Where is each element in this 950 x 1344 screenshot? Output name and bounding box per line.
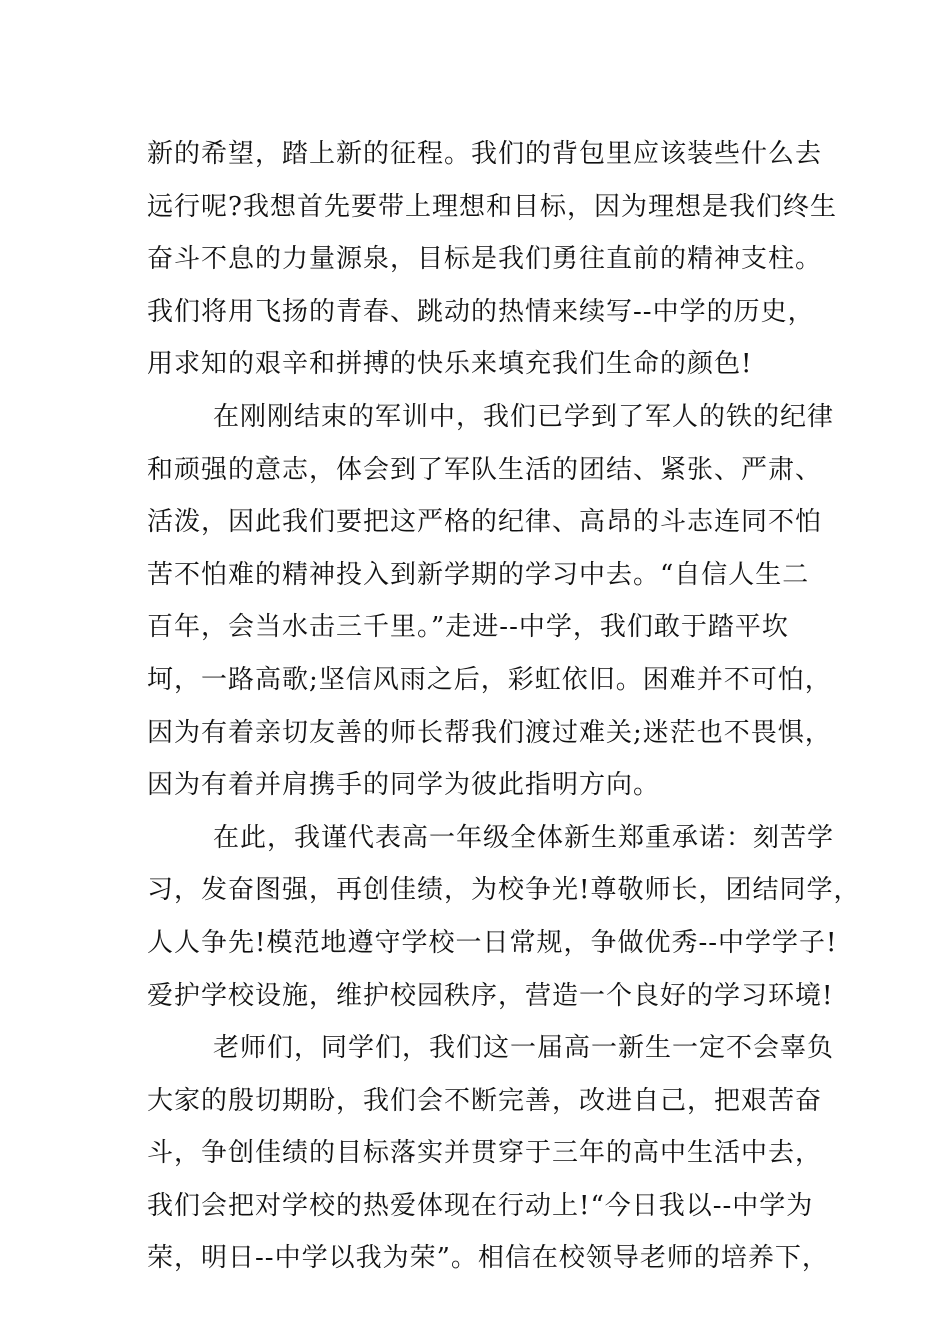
text-line-3: 奋斗不息的力量源泉，目标是我们勇往直前的精神支柱。 [147, 244, 823, 275]
text-line-11: 坷，一路高歌;坚信风雨之后，彩虹依旧。困难并不可怕， [147, 664, 832, 695]
text-line-8: 活泼，因此我们要把这严格的纪律、高昂的斗志连同不怕 [147, 507, 823, 538]
text-line-18: 老师们，同学们，我们这一届高一新生一定不会辜负 [213, 1033, 835, 1064]
text-line-5: 用求知的艰辛和拼搏的快乐来填充我们生命的颜色! [147, 349, 753, 380]
text-line-21: 我们会把对学校的热爱体现在行动上!“今日我以--中学为 [147, 1190, 814, 1221]
text-line-14: 在此，我谨代表高一年级全体新生郑重承诺：刻苦学 [213, 822, 835, 853]
text-line-4: 我们将用飞扬的青春、跳动的热情来续写--中学的历史， [147, 296, 815, 327]
text-line-2: 远行呢?我想首先要带上理想和目标，因为理想是我们终生 [147, 191, 837, 222]
text-line-10: 百年，会当水击三千里。”走进--中学，我们敢于踏平坎 [147, 612, 789, 643]
text-line-15: 习，发奋图强，再创佳绩，为校争光!尊敬师长，团结同学， [147, 875, 861, 906]
document-body [147, 128, 861, 1285]
text-line-12: 因为有着亲切友善的师长帮我们渡过难关;迷茫也不畏惧， [147, 717, 832, 748]
text-line-16: 人人争先!模范地遵守学校一日常规，争做优秀--中学学子! [147, 927, 838, 958]
text-line-9: 苦不怕难的精神投入到新学期的学习中去。“自信人生二 [147, 559, 810, 590]
text-line-22: 荣，明日--中学以我为荣”。相信在校领导老师的培养下， [147, 1243, 829, 1274]
text-line-20: 斗，争创佳绩的目标落实并贯穿于三年的高中生活中去， [147, 1138, 823, 1169]
text-line-1: 新的希望，踏上新的征程。我们的背包里应该装些什么去 [147, 139, 823, 169]
text-line-7: 和顽强的意志，体会到了军队生活的团结、紧张、严肃、 [147, 454, 823, 485]
text-line-6: 在刚刚结束的军训中，我们已学到了军人的铁的纪律 [213, 401, 835, 432]
text-line-17: 爱护学校设施，维护校园秩序，营造一个良好的学习环境! [147, 980, 834, 1011]
text-line-19: 大家的殷切期盼，我们会不断完善，改进自己，把艰苦奋 [147, 1085, 823, 1116]
text-line-13: 因为有着并肩携手的同学为彼此指明方向。 [147, 770, 661, 801]
